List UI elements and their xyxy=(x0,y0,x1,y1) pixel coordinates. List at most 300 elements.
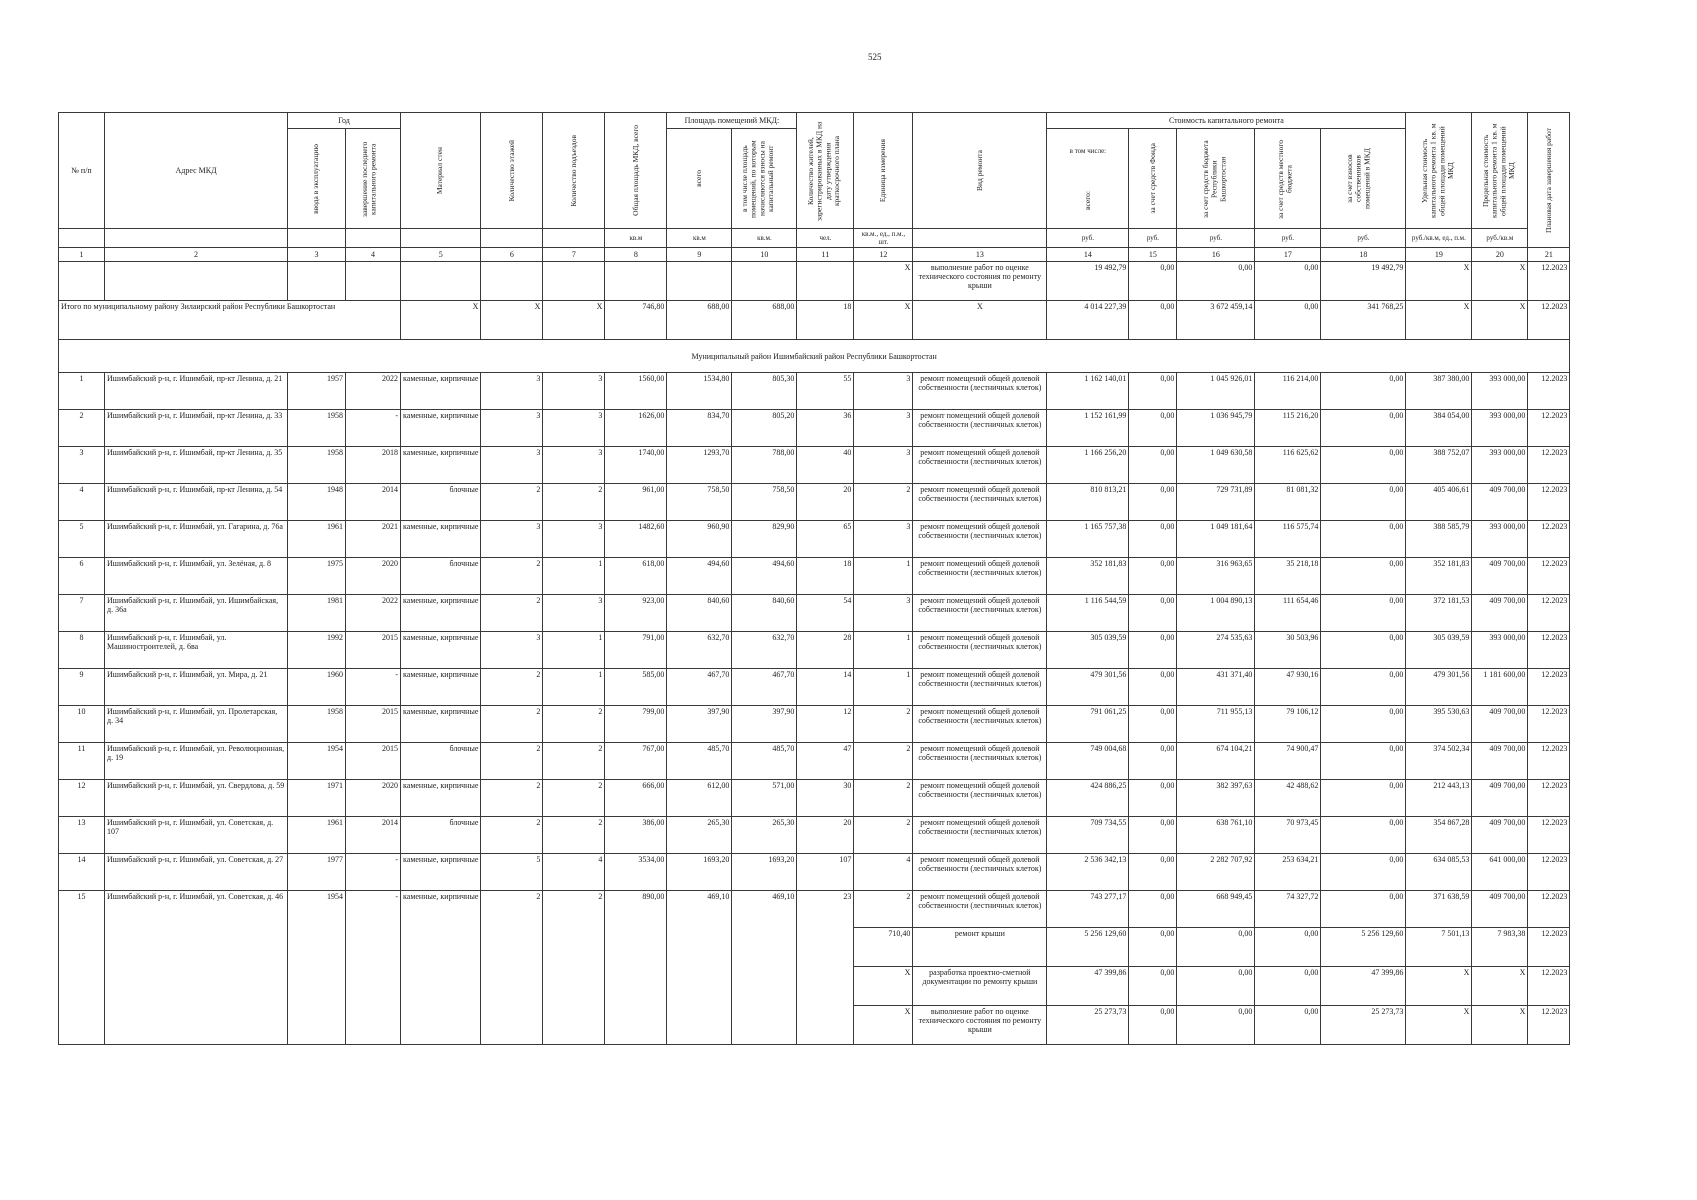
cell-local: 116 214,00 xyxy=(1255,373,1321,410)
cell-fund: 0,00 xyxy=(1129,928,1177,967)
col-year-repair-header: завершение последнего капитального ремонта xyxy=(346,129,401,229)
table-row xyxy=(59,743,1570,780)
cell-people: 12 xyxy=(797,706,854,743)
cell-rep: 674 104,21 xyxy=(1177,743,1255,780)
cell-work: ремонт крыши xyxy=(913,928,1047,967)
cell-floors: 2 xyxy=(481,669,543,706)
cell-own: 25 273,73 xyxy=(1321,1006,1406,1045)
cell-spec: X xyxy=(1406,967,1472,1006)
cell-built: 1961 xyxy=(288,521,346,558)
cell-spec: 405 406,61 xyxy=(1406,484,1472,521)
cell-address: Ишимбайский р-н, г. Ишимбай, ул. Пролетарская, д. 34 xyxy=(105,706,288,743)
col-floors-header: Количество этажей xyxy=(481,113,543,229)
cell-fund: 0,00 xyxy=(1129,373,1177,410)
cell-entrances: 1 xyxy=(543,669,605,706)
cell-material: каменные, кирпичные xyxy=(401,854,481,891)
cell-rep: 0,00 xyxy=(1177,1006,1255,1045)
cell-rep: 316 963,65 xyxy=(1177,558,1255,595)
cell-people: 20 xyxy=(797,484,854,521)
cell-entrances: 2 xyxy=(543,817,605,854)
cell-people: 23 xyxy=(797,891,854,1045)
cell-rep: 274 535,63 xyxy=(1177,632,1255,669)
table-row xyxy=(59,817,1570,854)
cell-prem_res: 265,30 xyxy=(732,817,797,854)
cell-date: 12.2023 xyxy=(1528,928,1570,967)
cell-local: 253 634,21 xyxy=(1255,854,1321,891)
cell-area: 3534,00 xyxy=(605,854,667,891)
cell-floors: 2 xyxy=(481,743,543,780)
cell-cost: 1 166 256,20 xyxy=(1047,447,1129,484)
cell-local: 0,00 xyxy=(1255,1006,1321,1045)
cell-prem: 494,60 xyxy=(667,558,732,595)
cell-built: 1958 xyxy=(288,410,346,447)
cell-floors: 2 xyxy=(481,595,543,632)
cell-area: 386,00 xyxy=(605,817,667,854)
cell-limit: 393 000,00 xyxy=(1472,410,1528,447)
cell-work: ремонт помещений общей долевой собственности (лестничных клеток) xyxy=(913,669,1047,706)
cell-local: 42 488,62 xyxy=(1255,780,1321,817)
cell-date: 12.2023 xyxy=(1528,780,1570,817)
unit-cost-republic: руб. xyxy=(1177,229,1255,248)
cell-vol: X xyxy=(854,967,913,1006)
cell-rep: 2 282 707,92 xyxy=(1177,854,1255,891)
cell-own: 0,00 xyxy=(1321,706,1406,743)
cell-cost: 47 399,86 xyxy=(1047,967,1129,1006)
cell-work: ремонт помещений общей долевой собственности (лестничных клеток) xyxy=(913,891,1047,928)
cell-floors: 3 xyxy=(481,447,543,484)
cell-vol: 2 xyxy=(854,891,913,928)
cell-own: 0,00 xyxy=(1321,447,1406,484)
col-cost-owners-header: за счет взносов собственников помещений в МКД xyxy=(1321,129,1406,229)
cell-prem_res: 467,70 xyxy=(732,669,797,706)
cell-floors: 3 xyxy=(481,373,543,410)
table-row xyxy=(59,484,1570,521)
col-limit-cost-header: Предельная стоимость капитального ремонта 1 кв. м общей площади помещений МКД xyxy=(1472,113,1528,229)
cell-vol: 2 xyxy=(854,817,913,854)
cell-limit: 409 700,00 xyxy=(1472,558,1528,595)
cell-own: 0,00 xyxy=(1321,891,1406,928)
cell-date: 12.2023 xyxy=(1528,410,1570,447)
cell-address: Ишимбайский р-н, г. Ишимбай, ул. Революционная, д. 19 xyxy=(105,743,288,780)
table-row xyxy=(59,780,1570,817)
cell-address: Ишимбайский р-н, г. Ишимбай, ул. Советская, д. 46 xyxy=(105,891,288,1045)
table-row xyxy=(59,558,1570,595)
cell-address: Ишимбайский р-н, г. Ишимбай, пр-кт Ленина, д. 54 xyxy=(105,484,288,521)
cell-rep: 382 397,63 xyxy=(1177,780,1255,817)
cell-cost: 791 061,25 xyxy=(1047,706,1129,743)
cell-people: 65 xyxy=(797,521,854,558)
cell-spec: 7 501,13 xyxy=(1406,928,1472,967)
unit-cost-local: руб. xyxy=(1255,229,1321,248)
cell-floors: 2 xyxy=(481,780,543,817)
cell-cost: 810 813,21 xyxy=(1047,484,1129,521)
cell-repaired: 2014 xyxy=(346,817,401,854)
cell-own: 0,00 xyxy=(1321,743,1406,780)
table-row xyxy=(59,373,1570,410)
cell-cost: 479 301,56 xyxy=(1047,669,1129,706)
cell-no: 1 xyxy=(59,373,105,410)
cell-address: Ишимбайский р-н, г. Ишимбай, ул. Гагарина, д. 76а xyxy=(105,521,288,558)
cell-cost: 1 165 757,38 xyxy=(1047,521,1129,558)
cell-area: 961,00 xyxy=(605,484,667,521)
cell-work: ремонт помещений общей долевой собственности (лестничных клеток) xyxy=(913,447,1047,484)
col-work-type-header: Вид ремонта xyxy=(913,113,1047,229)
cell-entrances: 3 xyxy=(543,447,605,484)
cell-prem: 485,70 xyxy=(667,743,732,780)
table-row: X выполнение работ по оценке технического состояния по ремонту крыши 19 492,79 0,00 0,00 0,00 19 492,79 X X 12.2023 xyxy=(59,262,1570,301)
cell-own: 0,00 xyxy=(1321,669,1406,706)
cell-address: Ишимбайский р-н, г. Ишимбай, ул. Машиностроителей, д. 6ва xyxy=(105,632,288,669)
cell-local: 111 654,46 xyxy=(1255,595,1321,632)
cell-spec: 387 380,00 xyxy=(1406,373,1472,410)
cell-date: 12.2023 xyxy=(1528,706,1570,743)
cell-date: 12.2023 xyxy=(1528,854,1570,891)
cell-work: ремонт помещений общей долевой собственности (лестничных клеток) xyxy=(913,521,1047,558)
cell-entrances: 2 xyxy=(543,484,605,521)
cell-date: 12.2023 xyxy=(1528,891,1570,928)
cell-prem: 632,70 xyxy=(667,632,732,669)
cell-limit: 409 700,00 xyxy=(1472,706,1528,743)
cell-vol: 2 xyxy=(854,780,913,817)
col-premises-group-header: Площадь помещений МКД: xyxy=(667,113,797,129)
cell-spec: 352 181,83 xyxy=(1406,558,1472,595)
cell-spec: 354 867,28 xyxy=(1406,817,1472,854)
cell-floors: 2 xyxy=(481,484,543,521)
cell-people: 18 xyxy=(797,558,854,595)
cell-own: 0,00 xyxy=(1321,780,1406,817)
cell-local: 74 327,72 xyxy=(1255,891,1321,928)
cell-spec: 305 039,59 xyxy=(1406,632,1472,669)
cell-local: 0,00 xyxy=(1255,928,1321,967)
cell-date: 12.2023 xyxy=(1528,595,1570,632)
col-cost-republic-header: за счет средств бюджета Республики Башкортостан xyxy=(1177,129,1255,229)
cell-spec: 395 530,63 xyxy=(1406,706,1472,743)
cell-no: 7 xyxy=(59,595,105,632)
cell-no: 14 xyxy=(59,854,105,891)
unit-total-area: кв.м xyxy=(605,229,667,248)
cell-material: каменные, кирпичные xyxy=(401,780,481,817)
cell-fund: 0,00 xyxy=(1129,706,1177,743)
cell-fund: 0,00 xyxy=(1129,484,1177,521)
cell-local: 79 106,12 xyxy=(1255,706,1321,743)
cell-people: 55 xyxy=(797,373,854,410)
cell-local: 0,00 xyxy=(1255,967,1321,1006)
cell-own: 0,00 xyxy=(1321,854,1406,891)
cell-work: ремонт помещений общей долевой собственности (лестничных клеток) xyxy=(913,817,1047,854)
cell-people: 54 xyxy=(797,595,854,632)
cell-fund: 0,00 xyxy=(1129,780,1177,817)
table-row xyxy=(59,891,1570,928)
cell-rep: 668 949,45 xyxy=(1177,891,1255,928)
cell-fund: 0,00 xyxy=(1129,558,1177,595)
cell-material: каменные, кирпичные xyxy=(401,632,481,669)
cell-limit: 393 000,00 xyxy=(1472,632,1528,669)
cell-fund: 0,00 xyxy=(1129,447,1177,484)
cell-entrances: 2 xyxy=(543,780,605,817)
cell-built: 1981 xyxy=(288,595,346,632)
cell-limit: 409 700,00 xyxy=(1472,743,1528,780)
cell-built: 1977 xyxy=(288,854,346,891)
cell-cost: 25 273,73 xyxy=(1047,1006,1129,1045)
cell-limit: 1 181 600,00 xyxy=(1472,669,1528,706)
cell-date: 12.2023 xyxy=(1528,743,1570,780)
table-row xyxy=(59,854,1570,891)
unit-residents: чел. xyxy=(797,229,854,248)
cell-repaired: - xyxy=(346,410,401,447)
cell-built: 1948 xyxy=(288,484,346,521)
cell-limit: 409 700,00 xyxy=(1472,484,1528,521)
table-row xyxy=(59,410,1570,447)
cell-prem_res: 758,50 xyxy=(732,484,797,521)
unit-limit-cost: руб./кв.м xyxy=(1472,229,1528,248)
cell-material: блочные xyxy=(401,558,481,595)
cell-repaired: - xyxy=(346,891,401,1045)
cell-material: каменные, кирпичные xyxy=(401,595,481,632)
cell-own: 0,00 xyxy=(1321,521,1406,558)
cell-entrances: 3 xyxy=(543,373,605,410)
cell-date: 12.2023 xyxy=(1528,447,1570,484)
cell-own: 0,00 xyxy=(1321,484,1406,521)
cell-work: ремонт помещений общей долевой собственности (лестничных клеток) xyxy=(913,484,1047,521)
cell-material: каменные, кирпичные xyxy=(401,706,481,743)
cell-prem: 960,90 xyxy=(667,521,732,558)
cell-cost: 709 734,55 xyxy=(1047,817,1129,854)
cell-no: 6 xyxy=(59,558,105,595)
cell-local: 35 218,18 xyxy=(1255,558,1321,595)
cell-address: Ишимбайский р-н, г. Ишимбай, пр-кт Ленина, д. 33 xyxy=(105,410,288,447)
cell-repaired: - xyxy=(346,854,401,891)
cell-repaired: 2022 xyxy=(346,595,401,632)
cell-local: 81 081,32 xyxy=(1255,484,1321,521)
cell-own: 0,00 xyxy=(1321,558,1406,595)
cell-prem_res: 397,90 xyxy=(732,706,797,743)
cell-built: 1992 xyxy=(288,632,346,669)
cell-own: 47 399,86 xyxy=(1321,967,1406,1006)
cell-fund: 0,00 xyxy=(1129,967,1177,1006)
cell-work: ремонт помещений общей долевой собственности (лестничных клеток) xyxy=(913,558,1047,595)
cell-fund: 0,00 xyxy=(1129,817,1177,854)
cell-fund: 0,00 xyxy=(1129,410,1177,447)
unit-cost-fund: руб. xyxy=(1129,229,1177,248)
unit-cost-owners: руб. xyxy=(1321,229,1406,248)
cell-work: ремонт помещений общей долевой собственности (лестничных клеток) xyxy=(913,780,1047,817)
cell-work: ремонт помещений общей долевой собственности (лестничных клеток) xyxy=(913,373,1047,410)
cell-cost: 1 162 140,01 xyxy=(1047,373,1129,410)
unit-cost-total: руб. xyxy=(1047,229,1129,248)
cell-local: 30 503,96 xyxy=(1255,632,1321,669)
cell-rep: 431 371,40 xyxy=(1177,669,1255,706)
cell-work: ремонт помещений общей долевой собственности (лестничных клеток) xyxy=(913,632,1047,669)
capital-repair-table xyxy=(58,112,1570,1045)
cell-prem_res: 788,00 xyxy=(732,447,797,484)
cell-fund: 0,00 xyxy=(1129,521,1177,558)
cell-cost: 749 004,68 xyxy=(1047,743,1129,780)
cell-date: 12.2023 xyxy=(1528,558,1570,595)
work-type: выполнение работ по оценке технического состояния по ремонту крыши xyxy=(913,262,1047,301)
cell-built: 1958 xyxy=(288,706,346,743)
section-row xyxy=(59,340,1570,373)
cell-repaired: 2015 xyxy=(346,706,401,743)
cell-vol: 3 xyxy=(854,410,913,447)
cell-material: каменные, кирпичные xyxy=(401,447,481,484)
cell-vol: 2 xyxy=(854,743,913,780)
cell-material: блочные xyxy=(401,484,481,521)
cell-work: ремонт помещений общей долевой собственности (лестничных клеток) xyxy=(913,743,1047,780)
cell-cost: 1 152 161,99 xyxy=(1047,410,1129,447)
cell-limit: 393 000,00 xyxy=(1472,521,1528,558)
cell-prem: 1534,80 xyxy=(667,373,732,410)
cell-prem: 1693,20 xyxy=(667,854,732,891)
cell-local: 70 973,45 xyxy=(1255,817,1321,854)
cell-floors: 3 xyxy=(481,410,543,447)
cell-vol: 710,40 xyxy=(854,928,913,967)
cell-people: 14 xyxy=(797,669,854,706)
cell-prem: 469,10 xyxy=(667,891,732,1045)
col-wall-material-header: Материал стен xyxy=(401,113,481,229)
cell-address: Ишимбайский р-н, г. Ишимбай, ул. Советская, д. 27 xyxy=(105,854,288,891)
cell-fund: 0,00 xyxy=(1129,595,1177,632)
cell-limit: 409 700,00 xyxy=(1472,817,1528,854)
cell-entrances: 2 xyxy=(543,891,605,1045)
cell-date: 12.2023 xyxy=(1528,817,1570,854)
cell-work: ремонт помещений общей долевой собственности (лестничных клеток) xyxy=(913,595,1047,632)
cell-floors: 5 xyxy=(481,854,543,891)
cell-people: 36 xyxy=(797,410,854,447)
col-entrances-header: Количество подъездов xyxy=(543,113,605,229)
col-unit-header: Единица измерения xyxy=(854,113,913,229)
cell-local: 116 575,74 xyxy=(1255,521,1321,558)
cell-limit: X xyxy=(1472,1006,1528,1045)
cell-fund: 0,00 xyxy=(1129,632,1177,669)
cell-repaired: 2018 xyxy=(346,447,401,484)
cell-cost: 5 256 129,60 xyxy=(1047,928,1129,967)
col-no-header: № п/п xyxy=(59,113,105,229)
cell-prem: 265,30 xyxy=(667,817,732,854)
cell-repaired: - xyxy=(346,669,401,706)
cell-vol: 3 xyxy=(854,595,913,632)
cell-area: 799,00 xyxy=(605,706,667,743)
cell-vol: 3 xyxy=(854,373,913,410)
cell-prem_res: 805,20 xyxy=(732,410,797,447)
cell-spec: 371 638,59 xyxy=(1406,891,1472,928)
cell-own: 0,00 xyxy=(1321,410,1406,447)
cell-prem: 1293,70 xyxy=(667,447,732,484)
cell-rep: 0,00 xyxy=(1177,928,1255,967)
cell-spec: 388 585,79 xyxy=(1406,521,1472,558)
cell-limit: 409 700,00 xyxy=(1472,595,1528,632)
cell-work: разработка проектно-сметной документации по ремонту крыши xyxy=(913,967,1047,1006)
cell-no: 4 xyxy=(59,484,105,521)
cell-entrances: 2 xyxy=(543,706,605,743)
cell-floors: 2 xyxy=(481,891,543,1045)
cell-limit: 641 000,00 xyxy=(1472,854,1528,891)
col-address-header: Адрес МКД xyxy=(105,113,288,229)
cell-no: 11 xyxy=(59,743,105,780)
cell-date: 12.2023 xyxy=(1528,669,1570,706)
cell-vol: 3 xyxy=(854,447,913,484)
cell-date: 12.2023 xyxy=(1528,373,1570,410)
cell-area: 1482,60 xyxy=(605,521,667,558)
cell-prem: 758,50 xyxy=(667,484,732,521)
cell-prem_res: 469,10 xyxy=(732,891,797,1045)
cell-own: 5 256 129,60 xyxy=(1321,928,1406,967)
cell-prem_res: 632,70 xyxy=(732,632,797,669)
cell-people: 20 xyxy=(797,817,854,854)
cell-floors: 3 xyxy=(481,521,543,558)
cell-entrances: 2 xyxy=(543,743,605,780)
cell-material: блочные xyxy=(401,817,481,854)
cell-prem: 840,60 xyxy=(667,595,732,632)
cell-floors: 2 xyxy=(481,706,543,743)
col-premises-total-header: всего xyxy=(667,129,732,229)
cell-address: Ишимбайский р-н, г. Ишимбай, ул. Свердлова, д. 59 xyxy=(105,780,288,817)
cell-no: 5 xyxy=(59,521,105,558)
col-cost-group-header: Стоимость капитального ремонта xyxy=(1047,113,1406,129)
cell-people: 107 xyxy=(797,854,854,891)
cell-no: 15 xyxy=(59,891,105,1045)
cell-area: 1626,00 xyxy=(605,410,667,447)
cell-own: 0,00 xyxy=(1321,373,1406,410)
cell-rep: 1 049 181,64 xyxy=(1177,521,1255,558)
cell-entrances: 1 xyxy=(543,558,605,595)
table-row xyxy=(59,521,1570,558)
cell-built: 1960 xyxy=(288,669,346,706)
col-total-area-header: Общая площадь МКД, всего xyxy=(605,113,667,229)
cell-area: 923,00 xyxy=(605,595,667,632)
cell-spec: 374 502,34 xyxy=(1406,743,1472,780)
cell-no: 13 xyxy=(59,817,105,854)
cell-date: 12.2023 xyxy=(1528,521,1570,558)
cell-prem: 834,70 xyxy=(667,410,732,447)
cell-limit: 393 000,00 xyxy=(1472,373,1528,410)
cell-area: 890,00 xyxy=(605,891,667,1045)
cell-prem_res: 571,00 xyxy=(732,780,797,817)
table-row xyxy=(59,447,1570,484)
cell-address: Ишимбайский р-н, г. Ишимбай, ул. Мира, д. 21 xyxy=(105,669,288,706)
cell-rep: 1 004 890,13 xyxy=(1177,595,1255,632)
cell-repaired: 2015 xyxy=(346,632,401,669)
cell-vol: 1 xyxy=(854,632,913,669)
cell-repaired: 2020 xyxy=(346,558,401,595)
cell-repaired: 2022 xyxy=(346,373,401,410)
cell-material: каменные, кирпичные xyxy=(401,373,481,410)
cell-material: блочные xyxy=(401,743,481,780)
cell-repaired: 2015 xyxy=(346,743,401,780)
table-row xyxy=(59,632,1570,669)
cell-vol: 1 xyxy=(854,669,913,706)
col-cost-fund-header: за счет средств Фонда xyxy=(1129,129,1177,229)
col-cost-total-header: в том числе: всего: xyxy=(1047,129,1129,229)
cell-people: 40 xyxy=(797,447,854,484)
cell-no: 10 xyxy=(59,706,105,743)
cell-people: 47 xyxy=(797,743,854,780)
cell-cost: 424 886,25 xyxy=(1047,780,1129,817)
cell-date: 12.2023 xyxy=(1528,967,1570,1006)
cell-entrances: 4 xyxy=(543,854,605,891)
cell-address: Ишимбайский р-н, г. Ишимбай, ул. Ишимбайская, д. 36а xyxy=(105,595,288,632)
table-row xyxy=(59,706,1570,743)
cell-own: 0,00 xyxy=(1321,632,1406,669)
cell-cost: 743 277,17 xyxy=(1047,891,1129,928)
unit-unit-label: кв.м., ед., п.м., шт. xyxy=(854,229,913,248)
cell-local: 116 625,62 xyxy=(1255,447,1321,484)
cell-prem: 467,70 xyxy=(667,669,732,706)
cell-vol: 3 xyxy=(854,521,913,558)
cell-address: Ишимбайский р-н, г. Ишимбай, пр-кт Ленина, д. 35 xyxy=(105,447,288,484)
cell-vol: X xyxy=(854,1006,913,1045)
cell-rep: 1 045 926,01 xyxy=(1177,373,1255,410)
cell-prem: 397,90 xyxy=(667,706,732,743)
